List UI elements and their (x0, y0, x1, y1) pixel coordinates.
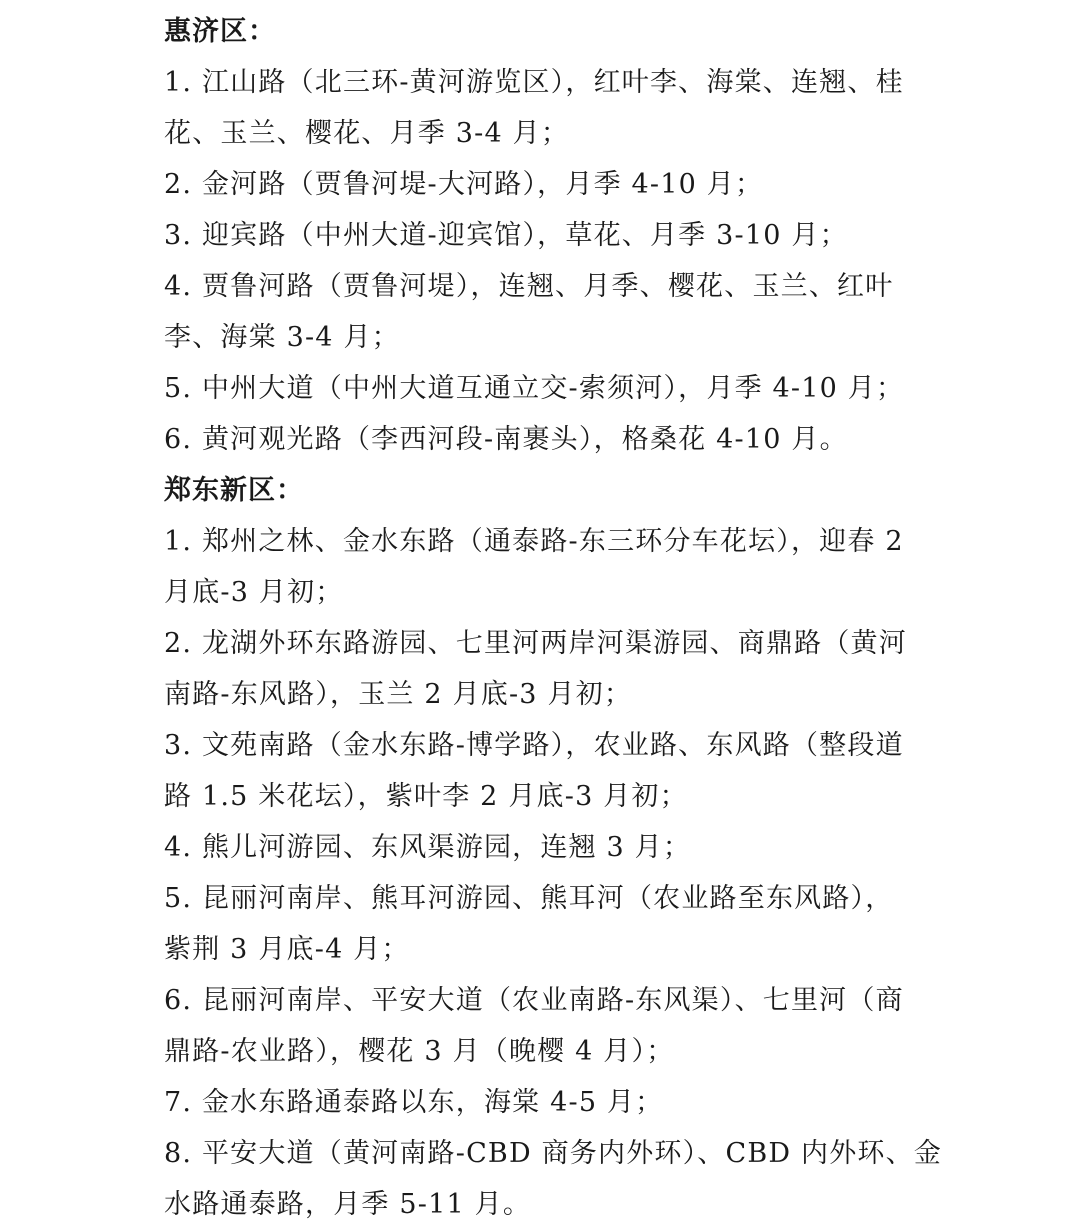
text-line: 8. 平安大道（黄河南路-CBD 商务内外环）、CBD 内外环、金 (164, 1138, 943, 1169)
text-line: 7. 金水东路通泰路以东，海棠 4-5 月； (164, 1087, 664, 1118)
text-line: 1. 郑州之林、金水东路（通泰路-东三环分车花坛），迎春 2 (164, 526, 904, 557)
text-line: 2. 金河路（贾鲁河堤-大河路），月季 4-10 月； (164, 169, 764, 200)
text-line: 6. 黄河观光路（李西河段-南裹头），格桑花 4-10 月。 (164, 424, 848, 455)
section-heading-zhengdong: 郑东新区： (164, 475, 304, 506)
text-line: 5. 昆丽河南岸、熊耳河游园、熊耳河（农业路至东风路）， (164, 883, 894, 914)
text-line: 水路通泰路，月季 5-11 月。 (164, 1189, 532, 1220)
text-line: 李、海棠 3-4 月； (164, 322, 400, 353)
text-line: 南路-东风路），玉兰 2 月底-3 月初； (164, 679, 633, 710)
document-body (164, 6, 943, 1230)
text-line: 5. 中州大道（中州大道互通立交-索须河），月季 4-10 月； (164, 373, 905, 404)
text-line: 2. 龙湖外环东路游园、七里河两岸河渠游园、商鼎路（黄河 (164, 628, 907, 659)
section-heading-huiji: 惠济区： (164, 16, 276, 47)
text-line: 4. 贾鲁河路（贾鲁河堤），连翘、月季、樱花、玉兰、红叶 (164, 271, 894, 302)
text-line: 路 1.5 米花坛），紫叶李 2 月底-3 月初； (164, 781, 688, 812)
text-line: 鼎路-农业路），樱花 3 月（晚樱 4 月）； (164, 1036, 675, 1067)
text-line: 花、玉兰、樱花、月季 3-4 月； (164, 118, 570, 149)
text-line: 3. 迎宾路（中州大道-迎宾馆），草花、月季 3-10 月； (164, 220, 848, 251)
text-line: 1. 江山路（北三环-黄河游览区），红叶李、海棠、连翘、桂 (164, 67, 904, 98)
text-line: 6. 昆丽河南岸、平安大道（农业南路-东风渠）、七里河（商 (164, 985, 904, 1016)
text-line: 3. 文苑南路（金水东路-博学路），农业路、东风路（整段道 (164, 730, 904, 761)
text-line: 月底-3 月初； (164, 577, 344, 608)
text-line: 4. 熊儿河游园、东风渠游园，连翘 3 月； (164, 832, 692, 863)
text-line: 紫荆 3 月底-4 月； (164, 934, 410, 965)
